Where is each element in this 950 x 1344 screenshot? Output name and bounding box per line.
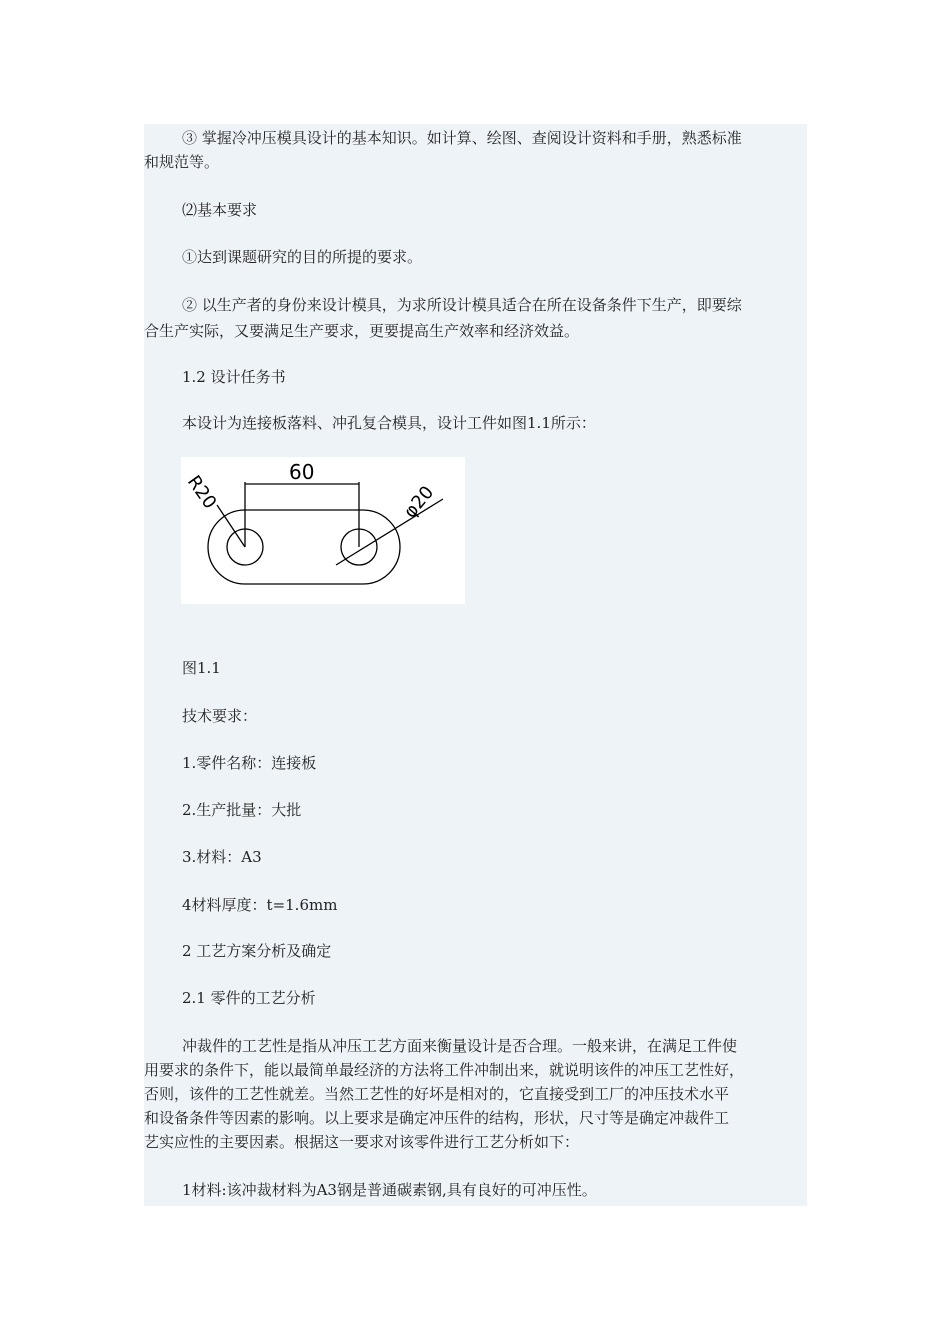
paragraph-processability-line1: 冲裁件的工艺性是指从冲压工艺方面来衡量设计是否合理。一般来讲，在满足工件使 — [182, 1037, 738, 1055]
heading-process-analysis: 2 工艺方案分析及确定 — [182, 942, 332, 960]
paragraph-requirement-2-line2: 合生产实际，又要满足生产要求，更要提高生产效率和经济效益。 — [144, 322, 580, 340]
item-material-thickness: 4材料厚度：t=1.6mm — [182, 896, 338, 914]
heading-technical-requirements: 技术要求： — [182, 707, 258, 725]
item-part-name: 1.零件名称：连接板 — [182, 754, 317, 772]
paragraph-requirement-2-line1: ② 以生产者的身份来设计模具，为求所设计模具适合在所在设备条件下生产，即要综 — [182, 296, 742, 314]
dimension-60-label: 60 — [289, 460, 315, 484]
paragraph-material-analysis: 1材料:该冲裁材料为A3钢是普通碳素钢,具有良好的可冲压性。 — [182, 1181, 597, 1199]
item-material: 3.材料：A3 — [182, 848, 262, 866]
part-drawing-figure — [181, 457, 465, 604]
paragraph-requirement-1: ①达到课题研究的目的所提的要求。 — [182, 248, 423, 266]
item-production-batch: 2.生产批量：大批 — [182, 801, 302, 819]
paragraph-objective-line1: ③ 掌握冷冲压模具设计的基本知识。如计算、绘图、查阅设计资料和手册，熟悉标准 — [182, 129, 742, 147]
part-drawing-svg — [181, 457, 465, 604]
paragraph-processability-line5: 艺实应性的主要因素。根据这一要求对该零件进行工艺分析如下： — [144, 1133, 580, 1151]
diameter-label: φ20 — [399, 482, 439, 523]
heading-basic-requirements: ⑵基本要求 — [182, 201, 258, 219]
part-outline — [208, 510, 400, 584]
paragraph-processability-line2: 用要求的条件下，能以最简单最经济的方法将工件冲制出来，就说明该件的冲压工艺性好， — [144, 1061, 745, 1079]
figure-caption: 图1.1 — [182, 659, 221, 677]
paragraph-design-intro: 本设计为连接板落料、冲孔复合模具，设计工件如图1.1所示： — [182, 414, 596, 432]
document-body — [144, 124, 807, 1206]
paragraph-processability-line4: 和设备条件等因素的影响。以上要求是确定冲压件的结构，形状，尺寸等是确定冲裁件工 — [144, 1109, 730, 1127]
heading-part-process-analysis: 2.1 零件的工艺分析 — [182, 989, 316, 1007]
paragraph-objective-line2: 和规范等。 — [144, 153, 220, 171]
heading-design-task: 1.2 设计任务书 — [182, 368, 286, 386]
radius-leader — [217, 505, 245, 547]
radius-label: R20 — [182, 471, 221, 513]
paragraph-processability-line3: 否则，该件的工艺性就差。当然工艺性的好坏是相对的，它直接受到工厂的冲压技术水平 — [144, 1085, 730, 1103]
